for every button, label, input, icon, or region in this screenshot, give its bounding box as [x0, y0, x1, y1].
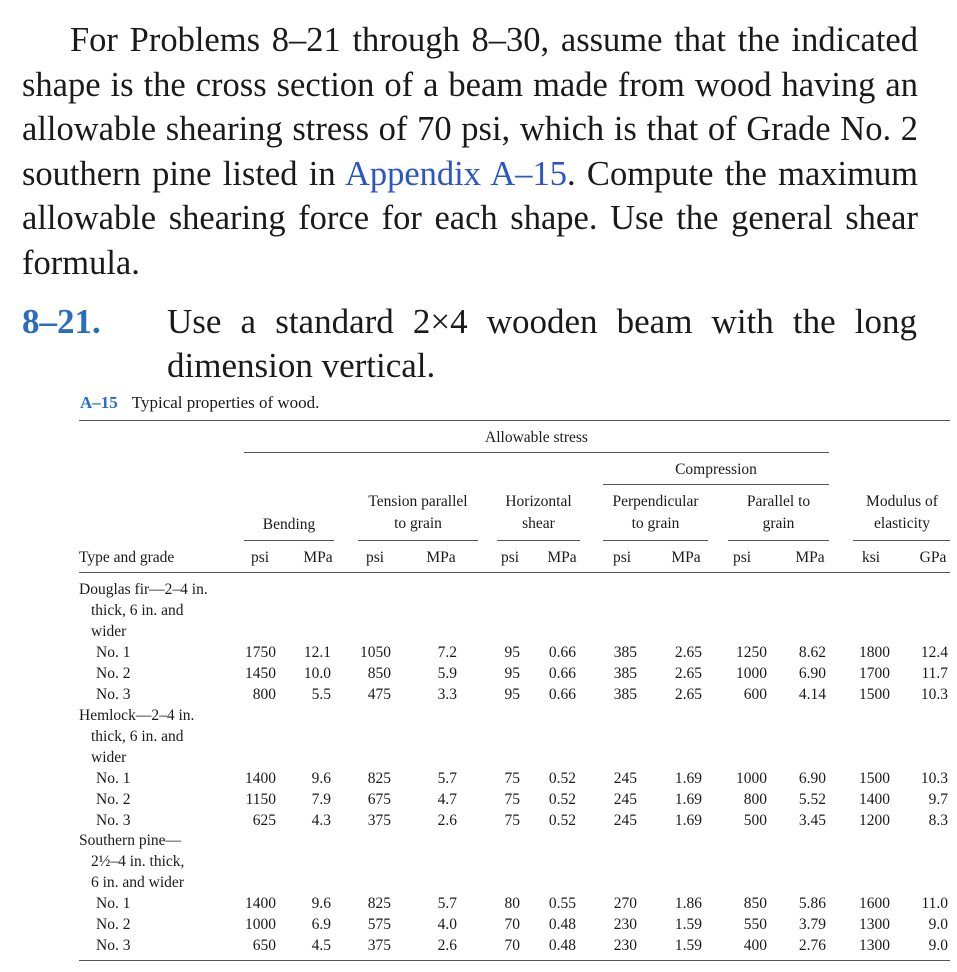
- table-cell: 5.86: [798, 895, 826, 912]
- table-cell: 1500: [859, 770, 890, 787]
- header-horizontal-shear: [494, 491, 583, 535]
- table-cell: 575: [367, 916, 391, 933]
- table-cell: 1000: [736, 770, 767, 787]
- appendix-link[interactable]: Appendix A–15: [344, 154, 568, 193]
- unit-header: psi: [612, 549, 632, 566]
- table-cell: 5.7: [437, 895, 457, 912]
- unit-header: MPa: [671, 549, 701, 566]
- table-cell: 9.0: [928, 937, 948, 954]
- group-name-line: 2½–4 in. thick,: [91, 853, 185, 870]
- table-cell: 1800: [859, 644, 890, 661]
- table-cell: 1400: [245, 770, 276, 787]
- table-cell: 385: [613, 644, 637, 661]
- unit-header: psi: [732, 549, 752, 566]
- grade-label: No. 2: [96, 665, 131, 682]
- intro-text-before: For Problems 8–21 through 8–30, assume that the indicated shape is the cross section of a beam made from wood having an allowable shearing stress of 70 psi, which is that of Grade No. 2 southern pine listed in: [22, 21, 918, 193]
- unit-header: MPa: [303, 549, 333, 566]
- table-cell: 1400: [859, 791, 890, 808]
- table-cell: 2.6: [437, 937, 457, 954]
- table-cell: 1500: [859, 686, 890, 703]
- table-cell: 825: [367, 770, 391, 787]
- table-cell: 1000: [736, 665, 767, 682]
- table-cell: 0.48: [548, 916, 576, 933]
- table-number: A–15: [80, 393, 118, 412]
- table-cell: 4.0: [437, 916, 457, 933]
- table-cell: 230: [613, 937, 637, 954]
- table-cell: 1.86: [674, 895, 702, 912]
- intro-paragraph: [22, 18, 918, 286]
- grade-label: No. 3: [96, 686, 131, 703]
- intro-text-after: . Compute the maximum allowable shearing force for each shape. Use the general shear formula.: [22, 154, 919, 282]
- table-cell: 5.5: [311, 686, 331, 703]
- table-cell: 1200: [859, 812, 890, 829]
- table-cell: 850: [367, 665, 391, 682]
- table-cell: 375: [367, 937, 391, 954]
- horizontal-rule: [497, 540, 580, 541]
- perpendicular-rule: [603, 540, 708, 541]
- table-cell: 75: [504, 791, 520, 808]
- table-cell: 600: [743, 686, 767, 703]
- table-cell: 1750: [245, 644, 276, 661]
- table-cell: 0.66: [548, 665, 576, 682]
- table-cell: 1000: [245, 916, 276, 933]
- table-cell: 1.69: [674, 812, 702, 829]
- parallel-rule: [728, 540, 829, 541]
- table-cell: 11.7: [921, 665, 948, 682]
- table-cell: 0.55: [548, 895, 576, 912]
- table-cell: 1600: [859, 895, 890, 912]
- table-cell: 5.7: [437, 770, 457, 787]
- modulus-rule: [853, 540, 950, 541]
- table-cell: 4.3: [311, 812, 331, 829]
- unit-header: GPa: [919, 549, 947, 566]
- header-horizontal-line2: shear: [522, 515, 555, 532]
- table-cell: 1150: [245, 791, 276, 808]
- unit-header: psi: [250, 549, 270, 566]
- table-cell: 625: [252, 812, 276, 829]
- table-cell: 385: [613, 665, 637, 682]
- table-cell: 11.0: [921, 895, 948, 912]
- table-cell: 1250: [736, 644, 767, 661]
- group-name-line: thick, 6 in. and: [91, 728, 184, 745]
- unit-header: MPa: [547, 549, 577, 566]
- table-cell: 1.69: [674, 791, 702, 808]
- group-name-line: wider: [91, 749, 127, 766]
- table-cell: 10.3: [920, 770, 948, 787]
- table-cell: 1.59: [674, 937, 702, 954]
- table-cell: 550: [743, 916, 767, 933]
- table-cell: 2.65: [674, 644, 702, 661]
- grade-label: No. 1: [96, 644, 131, 661]
- unit-header: psi: [500, 549, 520, 566]
- table-cell: 850: [743, 895, 767, 912]
- group-name-line: thick, 6 in. and: [91, 602, 184, 619]
- table-cell: 10.0: [303, 665, 331, 682]
- grade-label: No. 1: [96, 895, 131, 912]
- unit-header: ksi: [861, 549, 881, 566]
- table-cell: 5.9: [437, 665, 457, 682]
- table-cell: 0.52: [548, 791, 576, 808]
- table-caption: [80, 393, 319, 413]
- bending-rule: [244, 540, 334, 541]
- table-cell: 270: [613, 895, 637, 912]
- table-cell: 5.52: [798, 791, 826, 808]
- table-cell: 475: [367, 686, 391, 703]
- table-cell: 3.79: [798, 916, 826, 933]
- group-name-line: 6 in. and wider: [91, 874, 184, 891]
- table-cell: 12.4: [920, 644, 948, 661]
- table-cell: 95: [504, 644, 520, 661]
- grade-label: No. 3: [96, 812, 131, 829]
- group-name: [79, 705, 249, 768]
- table-cell: 95: [504, 686, 520, 703]
- header-parallel: [728, 491, 829, 535]
- header-bottom-rule: [79, 572, 950, 573]
- table-cell: 4.5: [311, 937, 331, 954]
- table-cell: 0.52: [548, 812, 576, 829]
- table-cell: 95: [504, 665, 520, 682]
- table-cell: 10.3: [920, 686, 948, 703]
- table-cell: 400: [743, 937, 767, 954]
- group-name-line: wider: [91, 623, 127, 640]
- header-parallel-line2: grain: [762, 515, 795, 532]
- table-cell: 3.45: [798, 812, 826, 829]
- problem-text: Use a standard 2×4 wooden beam with the long dimension vertical.: [167, 302, 917, 385]
- table-cell: 0.52: [548, 770, 576, 787]
- header-perpendicular-line1: Perpendicular: [612, 493, 699, 510]
- table-cell: 675: [367, 791, 391, 808]
- table-cell: 385: [613, 686, 637, 703]
- header-allowable-stress: Allowable stress: [485, 429, 588, 446]
- compression-rule: [603, 484, 829, 485]
- header-modulus-line1: Modulus of: [866, 493, 938, 510]
- grade-label: No. 3: [96, 937, 131, 954]
- group-name-line: Hemlock—2–4 in.: [79, 707, 195, 724]
- table-cell: 75: [504, 812, 520, 829]
- header-horizontal-line1: Horizontal: [505, 493, 572, 510]
- grade-label: No. 1: [96, 770, 131, 787]
- table-cell: 245: [613, 791, 637, 808]
- table-cell: 1700: [859, 665, 890, 682]
- table-cell: 6.90: [798, 770, 826, 787]
- table-cell: 375: [367, 812, 391, 829]
- table-cell: 800: [252, 686, 276, 703]
- group-name-line: Southern pine—: [79, 832, 182, 849]
- grade-label: No. 2: [96, 916, 131, 933]
- table-cell: 9.0: [928, 916, 948, 933]
- table-cell: 1050: [360, 644, 391, 661]
- table-cell: 245: [613, 812, 637, 829]
- table-cell: 825: [367, 895, 391, 912]
- table-cell: 230: [613, 916, 637, 933]
- grade-label: No. 2: [96, 791, 131, 808]
- table-cell: 0.66: [548, 686, 576, 703]
- table-cell: 1300: [859, 937, 890, 954]
- table-cell: 500: [743, 812, 767, 829]
- table-cell: 3.3: [437, 686, 457, 703]
- table-cell: 1.59: [674, 916, 702, 933]
- table-cell: 70: [504, 937, 520, 954]
- header-modulus-line2: elasticity: [874, 515, 930, 532]
- table-cell: 8.3: [928, 812, 948, 829]
- allowable-stress-rule: [244, 452, 829, 453]
- table-cell: 8.62: [798, 644, 826, 661]
- table-cell: 80: [504, 895, 520, 912]
- unit-header: MPa: [426, 549, 456, 566]
- table-cell: 9.6: [311, 770, 331, 787]
- header-tension-line2: to grain: [394, 515, 442, 532]
- table-cell: 1300: [859, 916, 890, 933]
- table-title: Typical properties of wood.: [131, 393, 320, 412]
- header-parallel-line1: Parallel to: [746, 493, 811, 510]
- header-modulus: [850, 491, 954, 535]
- table-cell: 2.6: [437, 812, 457, 829]
- header-type-and-grade: Type and grade: [79, 549, 175, 566]
- table-cell: 800: [743, 791, 767, 808]
- unit-header: psi: [365, 549, 385, 566]
- table-cell: 2.76: [798, 937, 826, 954]
- table-top-rule: [79, 420, 950, 421]
- table-cell: 12.1: [303, 644, 331, 661]
- table-cell: 1.69: [674, 770, 702, 787]
- header-tension-line1: Tension parallel: [368, 493, 468, 510]
- table-cell: 1450: [245, 665, 276, 682]
- header-tension: [350, 491, 486, 535]
- table-cell: 2.65: [674, 686, 702, 703]
- table-bottom-rule: [79, 960, 950, 961]
- problem-number: 8–21.: [22, 302, 101, 341]
- table-cell: 9.6: [311, 895, 331, 912]
- table-cell: 75: [504, 770, 520, 787]
- table-cell: 7.2: [437, 644, 457, 661]
- header-perpendicular: [598, 491, 713, 535]
- table-cell: 6.90: [798, 665, 826, 682]
- header-compression: Compression: [675, 461, 757, 478]
- table-cell: 9.7: [928, 791, 948, 808]
- table-cell: 1400: [245, 895, 276, 912]
- table-cell: 4.14: [798, 686, 826, 703]
- tension-rule: [358, 540, 478, 541]
- header-perpendicular-line2: to grain: [631, 515, 680, 532]
- table-cell: 4.7: [437, 791, 457, 808]
- table-cell: 650: [252, 937, 276, 954]
- group-name: [79, 579, 249, 642]
- group-name-line: Douglas fir—2–4 in.: [79, 581, 208, 598]
- table-cell: 70: [504, 916, 520, 933]
- table-cell: 2.65: [674, 665, 702, 682]
- unit-header: MPa: [795, 549, 825, 566]
- table-cell: 245: [613, 770, 637, 787]
- table-cell: 0.66: [548, 644, 576, 661]
- table-cell: 6.9: [311, 916, 331, 933]
- table-cell: 0.48: [548, 937, 576, 954]
- table-cell: 7.9: [311, 791, 331, 808]
- header-bending: Bending: [262, 516, 316, 533]
- group-name: [79, 830, 249, 893]
